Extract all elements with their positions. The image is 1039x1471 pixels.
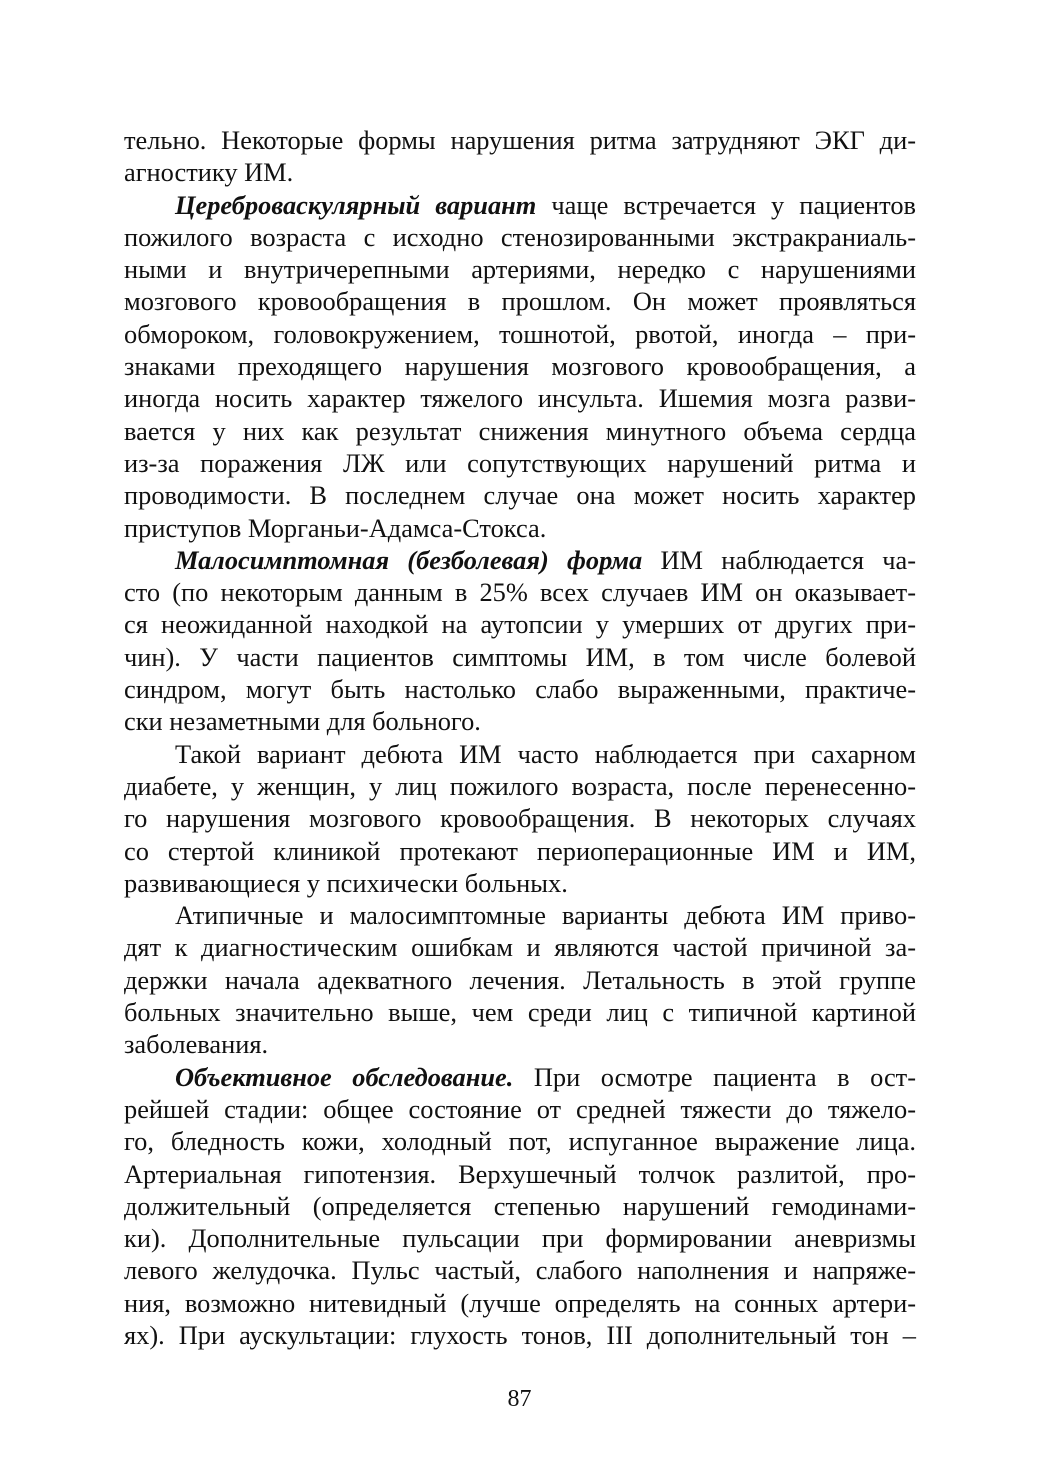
paragraph-line: [124, 608, 916, 640]
paragraph-line: [124, 1190, 916, 1222]
paragraph: [124, 1061, 916, 1093]
paragraph-line: [124, 253, 916, 285]
paragraph-line: [124, 447, 916, 479]
text-line: больных значительно выше, чем среди лиц с типичной картиной: [124, 997, 916, 1028]
text-line: чаще встречается у пациентов: [536, 189, 916, 220]
text-line: ки). Дополнительные пульсации при формировании аневризмы: [124, 1223, 916, 1254]
paragraph-line: [124, 996, 916, 1028]
text-line: со стертой клиникой протекают периоперационные ИМ и ИМ,: [124, 835, 916, 866]
text-line: мозгового кровообращения в прошлом. Он может проявляться: [124, 286, 916, 317]
paragraph-line-last: [124, 1028, 916, 1060]
section-heading: Объективное обследование.: [175, 1061, 514, 1092]
paragraph: [124, 124, 916, 156]
paragraph-line-last: [124, 705, 916, 737]
text-line: агностику ИМ.: [124, 157, 294, 188]
text-line: вается у них как результат снижения минутного объема сердца: [124, 415, 916, 446]
text-line: тельно. Некоторые формы нарушения ритма затрудняют ЭКГ ди-: [124, 125, 916, 155]
paragraph-line: [124, 1158, 916, 1190]
text-line: из-за поражения ЛЖ или сопутствующих нарушений ритма и: [124, 447, 916, 478]
text-line: заболевания.: [124, 1029, 269, 1060]
paragraph-line: [124, 221, 916, 253]
text-line: ях). При аускультации: глухость тонов, III дополнительный тон –: [124, 1319, 916, 1350]
text-line: чин). У части пациентов симптомы ИМ, в том числе болевой: [124, 641, 916, 672]
paragraph-line: [124, 835, 916, 867]
page-number: 87: [507, 1386, 532, 1412]
paragraph-line: [124, 931, 916, 963]
paragraph-line: [124, 770, 916, 802]
paragraph-line-last: [124, 512, 916, 544]
paragraph-line: [124, 576, 916, 608]
text-line: развивающиеся у психически больных.: [124, 867, 568, 898]
text-line: проводимости. В последнем случае она может носить характер: [124, 480, 916, 511]
section-heading: Малосимптомная (безболевая) форма: [175, 544, 643, 575]
page-body: [124, 124, 916, 1351]
text-line: При осмотре пациента в ост-: [513, 1061, 916, 1092]
text-line: синдром, могут быть настолько слабо выраженными, практиче-: [124, 674, 916, 705]
text-line: сто (по некоторым данным в 25% всех случаев ИМ он оказывает-: [124, 577, 916, 608]
text-line: го, бледность кожи, холодный пот, испуганное выражение лица.: [124, 1126, 916, 1157]
text-line: ными и внутричерепными артериями, нередко с нарушениями: [124, 254, 916, 285]
text-line: пожилого возраста с исходно стенозированными экстракраниаль-: [124, 221, 916, 252]
paragraph-line: [124, 1254, 916, 1286]
paragraph-line-last: [124, 867, 916, 899]
text-line: Артериальная гипотензия. Верхушечный толчок разлитой, про-: [124, 1158, 916, 1189]
text-line: ИМ наблюдается ча-: [642, 544, 916, 575]
paragraph-line: [124, 1319, 916, 1351]
text-line: держки начала адекватного лечения. Летальность в этой группе: [124, 964, 916, 995]
paragraph-line: [124, 641, 916, 673]
text-line: ния, возможно нитевидный (лучше определять на сонных артери-: [124, 1287, 916, 1318]
paragraph: [124, 544, 916, 576]
text-line: Атипичные и малосимптомные варианты дебюта ИМ приво-: [175, 900, 916, 931]
paragraph-line: [124, 285, 916, 317]
text-line: ся неожиданной находкой на аутопсии у умерших от других при-: [124, 609, 916, 640]
text-line: знаками преходящего нарушения мозгового кровообращения, а: [124, 351, 916, 382]
paragraph-line: [124, 479, 916, 511]
text-line: левого желудочка. Пульс частый, слабого наполнения и напряже-: [124, 1255, 916, 1286]
paragraph-line: [124, 350, 916, 382]
paragraph-line: [124, 318, 916, 350]
text-line: дят к диагностическим ошибкам и являются частой причиной за-: [124, 932, 916, 963]
text-line: го нарушения мозгового кровообращения. В некоторых случаях: [124, 803, 916, 834]
paragraph-line: [124, 415, 916, 447]
text-line: ски незаметными для больного.: [124, 706, 481, 737]
paragraph-line: [124, 1222, 916, 1254]
section-heading: Цереброваскулярный вариант: [175, 189, 537, 220]
paragraph-line: [124, 1093, 916, 1125]
text-line: обмороком, головокружением, тошнотой, рвотой, иногда – при-: [124, 318, 916, 349]
paragraph-line: [124, 382, 916, 414]
paragraph-line: [124, 964, 916, 996]
text-line: диабете, у женщин, у лиц пожилого возраста, после перенесенно-: [124, 770, 916, 801]
text-line: должительный (определяется степенью нарушений гемодинами-: [124, 1190, 916, 1221]
text-line: иногда носить характер тяжелого инсульта. Ишемия мозга разви-: [124, 383, 916, 414]
paragraph-line-last: [124, 156, 916, 188]
paragraph-line: [124, 802, 916, 834]
paragraph: [124, 738, 916, 770]
text-line: рейшей стадии: общее состояние от средней тяжести до тяжело-: [124, 1093, 916, 1124]
paragraph-line: [124, 673, 916, 705]
paragraph: [124, 899, 916, 931]
text-line: приступов Морганьи-Адамса-Стокса.: [124, 512, 547, 543]
text-line: Такой вариант дебюта ИМ часто наблюдается при сахарном: [175, 738, 916, 769]
paragraph-line: [124, 1287, 916, 1319]
paragraph: [124, 189, 916, 221]
paragraph-line: [124, 1125, 916, 1157]
